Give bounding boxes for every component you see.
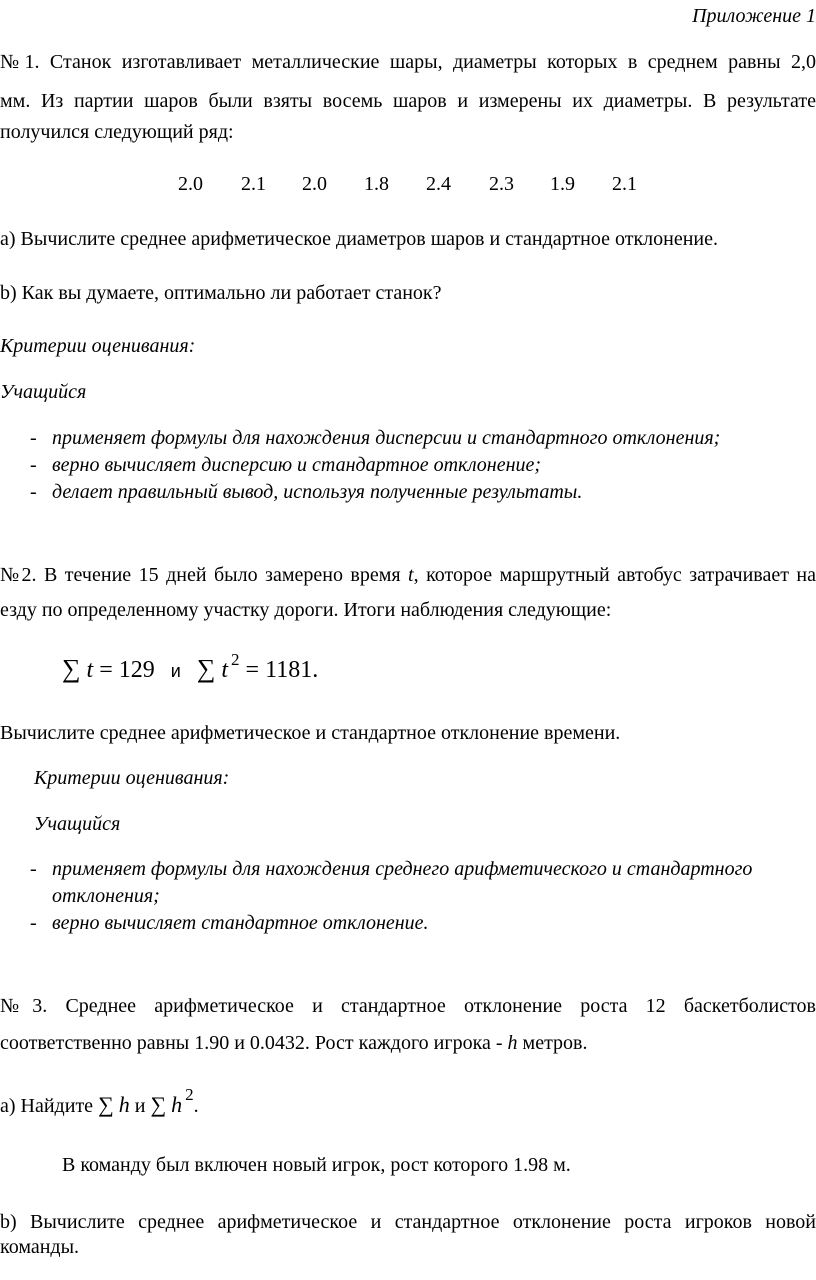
value-item: 1.8 [364, 173, 389, 195]
task1-criteria-item: делает правильный вывод, используя полученные результаты. [52, 481, 583, 503]
task2-criteria-item: верно вычисляет стандартное отклонение. [52, 912, 429, 934]
task3-new-player: В команду был включен новый игрок, рост которого 1.98 м. [62, 1154, 571, 1176]
task3-question-a [0, 1085, 199, 1119]
task1-question-a: а) Вычислите среднее арифметическое диаметров шаров и стандартное отклонение. [0, 228, 718, 250]
formula-var: h [171, 1092, 183, 1117]
task3-question-a-end: . [193, 1095, 199, 1117]
bullet-dash: - [30, 454, 37, 476]
value-item: 2.0 [178, 173, 203, 195]
task1-line1: №1. Станок изготавливает металлические шары, диаметры которых в среднем равны 2,0 [0, 51, 816, 73]
formula-power: 2 [231, 650, 240, 669]
task2-criteria-title: Критерии оценивания: [34, 767, 230, 789]
task2-variable-t: t [408, 564, 414, 586]
task3-question-b-line1: b) Вычислите среднее арифметическое и стандартное отклонение роста игроков новой [0, 1211, 816, 1233]
task2-criteria-item: применяет формулы для нахождения среднего арифметического и стандартного [52, 858, 753, 880]
formula-var: t [221, 657, 229, 683]
sum-icon: ∑ [98, 1092, 114, 1117]
bullet-dash: - [30, 912, 37, 934]
value-item: 2.4 [426, 173, 451, 195]
task3-line1: №3. Среднее арифметическое и стандартное отклонение роста 12 баскетболистов [0, 995, 816, 1017]
task2-question: Вычислите среднее арифметическое и стандартное отклонение времени. [0, 722, 621, 744]
appendix-label: Приложение 1 [692, 5, 816, 27]
formula-var: t [86, 657, 94, 683]
task3-line2-prefix: соответственно равны 1.90 и 0.0432. Рост каждого игрока - [0, 1032, 508, 1054]
task3-question-a-prefix: а) Найдите [0, 1095, 94, 1117]
task1-criteria-item: верно вычисляет дисперсию и стандартное отклонение; [52, 454, 542, 476]
formula-and: и [170, 661, 181, 681]
task2-student-label: Учащийся [34, 813, 121, 835]
task1-criteria-title: Критерии оценивания: [0, 335, 196, 357]
value-item: 1.9 [550, 173, 575, 195]
task1-line3: получился следующий ряд: [0, 121, 234, 143]
task3-question-b-line2: команды. [0, 1236, 80, 1258]
task3-line2 [0, 1031, 588, 1055]
value-item: 2.3 [489, 173, 514, 195]
task1-student-label: Учащийся [0, 381, 87, 403]
task1-line2: мм. Из партии шаров были взяты восемь шаров и измерены их диаметры. В результате [0, 90, 816, 112]
task1-question-b: b) Как вы думаете, оптимально ли работает станок? [0, 282, 442, 304]
formula-var: h [118, 1092, 130, 1117]
formula-power: 2 [185, 1085, 194, 1104]
task2-formula [62, 650, 319, 687]
sum-icon: ∑ [150, 1092, 167, 1117]
bullet-dash: - [30, 481, 37, 503]
task2-criteria-item-cont: отклонения; [52, 885, 160, 907]
task2-line1-prefix: №2. В течение 15 дней было замерено время [0, 564, 409, 586]
task2-line2: езду по определенному участку дороги. Итоги наблюдения следующие: [0, 599, 612, 621]
task3-question-a-and: и [134, 1095, 146, 1117]
bullet-dash: - [30, 427, 37, 449]
sum-icon: ∑ [196, 654, 216, 683]
bullet-dash: - [30, 858, 37, 880]
task3-line2-suffix: метров. [517, 1032, 588, 1054]
value-item: 2.1 [241, 173, 266, 195]
formula-eq2: = 1181. [245, 657, 319, 683]
task1-values-row [0, 172, 816, 196]
task3-variable-h: h [507, 1032, 518, 1054]
formula-eq1: = 129 [99, 657, 155, 683]
value-item: 2.0 [302, 173, 327, 195]
task2-line1-suffix: , которое маршрутный автобус затрачивает на [413, 564, 816, 586]
task2-line1 [0, 563, 816, 587]
value-item: 2.1 [612, 173, 637, 195]
task1-criteria-item: применяет формулы для нахождения дисперсии и стандартного отклонения; [52, 427, 721, 449]
sum-icon: ∑ [62, 654, 81, 683]
